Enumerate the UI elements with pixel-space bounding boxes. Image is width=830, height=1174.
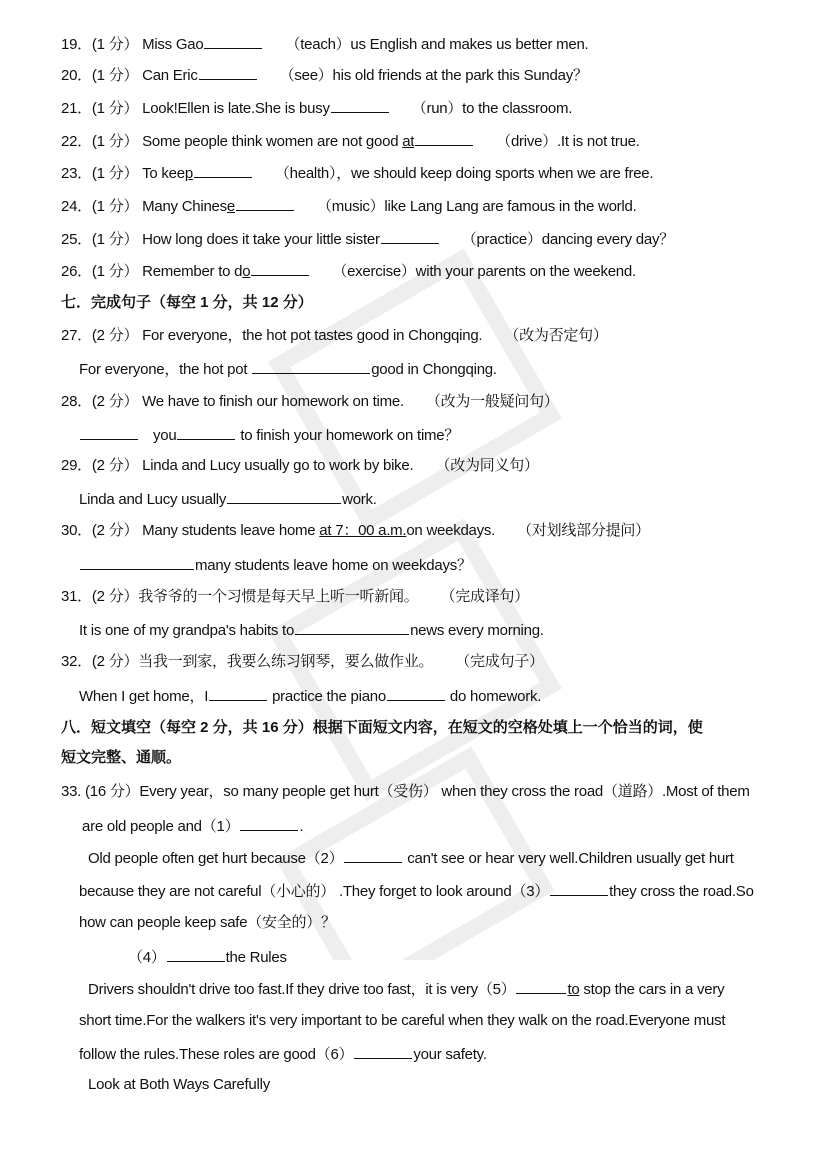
question-24: 24．(1 分） Many Chinese （music）like Lang Lang are famous in the world. [61,195,637,217]
passage-line: because they are not careful（小心的） .They forget to look around（3） they cross the road.So [79,880,754,902]
passage-heading: （4） the Rules [128,946,287,968]
question-22: 22．(1 分） Some people think women are not good at （drive）.It is not true. [61,130,640,152]
answer-blank[interactable] [331,97,389,113]
question-21: 21．(1 分） Look!Ellen is late.She is busy （run）to the classroom. [61,97,572,119]
answer-blank[interactable] [415,130,473,146]
answer-blank[interactable] [199,64,257,80]
question-32: 32．(2 分）当我一到家，我要么练习钢琴，要么做作业。 （完成句子） [61,653,544,670]
answer-blank[interactable] [387,685,445,701]
answer-blank[interactable] [252,358,370,374]
question-32-answer: When I get home，I practice the piano do homework. [79,685,541,707]
passage-line: short time.For the walkers it's very important to be careful when they walk on the road.Everyone must [79,1012,726,1029]
question-25: 25．(1 分） How long does it take your little sister （practice）dancing every day？ [61,228,674,250]
answer-blank[interactable] [194,162,252,178]
question-28-answer: you to finish your homework on time？ [79,424,459,446]
answer-blank-3[interactable] [550,880,608,896]
passage-line: how can people keep safe（安全的）？ [79,914,336,931]
question-30: 30．(2 分） Many students leave home at 7：00 a.m.on weekdays. （对划线部分提问） [61,522,650,539]
answer-blank[interactable] [251,260,309,276]
passage-line: are old people and（1） . [82,815,303,837]
passage-heading: Look at Both Ways Carefully [88,1076,270,1093]
answer-blank[interactable] [80,424,138,440]
answer-blank-6[interactable] [354,1043,412,1059]
question-23: 23．(1 分） To keep （health），we should keep doing sports when we are free. [61,162,653,184]
question-29-answer: Linda and Lucy usually work. [79,488,377,510]
answer-blank-4[interactable] [167,946,225,962]
answer-blank[interactable] [80,554,194,570]
section-8-title: 八．短文填空（每空 2 分，共 16 分）根据下面短文内容，在短文的空格处填上一个恰当的词，使 [61,719,703,736]
passage-line: Old people often get hurt because（2） can't see or hear very well.Children usually get hurt [88,847,734,869]
question-30-answer: many students leave home on weekdays？ [79,554,472,576]
answer-blank-2[interactable] [344,847,402,863]
answer-blank[interactable] [209,685,267,701]
answer-blank[interactable] [381,228,439,244]
section-8-title-cont: 短文完整、通顺。 [61,749,182,766]
section-7-title: 七．完成句子（每空 1 分，共 12 分） [61,294,313,311]
question-33: 33. (16 分）Every year，so many people get hurt（受伤） when they cross the road（道路）.Most of them [61,783,750,800]
question-29: 29．(2 分） Linda and Lucy usually go to work by bike. （改为同义句） [61,457,539,474]
answer-blank-1[interactable] [240,815,298,831]
answer-blank-5[interactable] [516,978,566,994]
answer-blank[interactable] [236,195,294,211]
answer-blank[interactable] [295,619,409,635]
passage-line: Drivers shouldn't drive too fast.If they drive too fast，it is very（5） to stop the cars in a very [88,978,724,1000]
question-31: 31．(2 分）我爷爷的一个习惯是每天早上听一听新闻。 （完成译句） [61,588,529,605]
passage-line: follow the rules.These roles are good（6） your safety. [79,1043,487,1065]
question-28: 28．(2 分） We have to finish our homework on time. （改为一般疑问句） [61,393,559,410]
answer-blank[interactable] [177,424,235,440]
question-19: 19．(1 分） Miss Gao （teach）us English and makes us better men. [61,33,588,55]
question-20: 20．(1 分） Can Eric （see）his old friends at the park this Sunday？ [61,64,588,86]
question-27: 27．(2 分） For everyone，the hot pot tastes good in Chongqing. （改为否定句） [61,327,608,344]
answer-blank[interactable] [204,33,262,49]
question-27-answer: For everyone，the hot pot good in Chongqing. [79,358,497,380]
question-26: 26．(1 分） Remember to do （exercise）with your parents on the weekend. [61,260,636,282]
answer-blank[interactable] [227,488,341,504]
question-31-answer: It is one of my grandpa's habits to news every morning. [79,619,544,641]
